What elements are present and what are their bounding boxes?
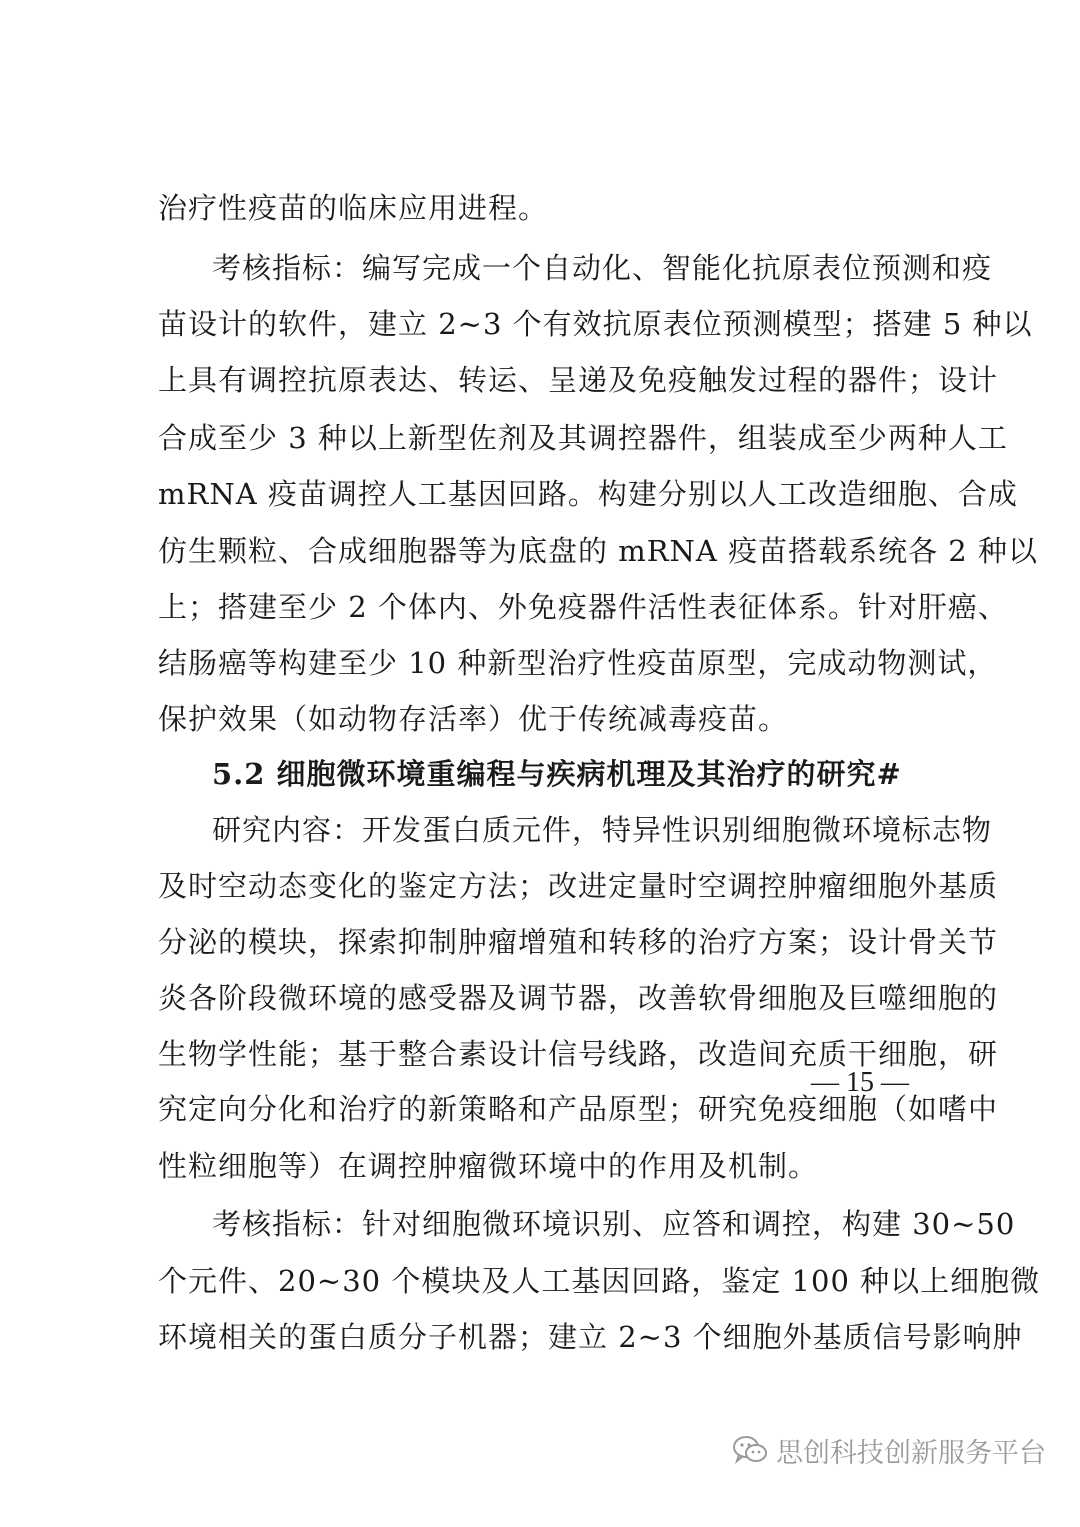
text-line: 考核指标：编写完成一个自动化、智能化抗原表位预测和疫 — [212, 251, 993, 285]
text-line: 性粒细胞等）在调控肿瘤微环境中的作用及机制。 — [158, 1149, 819, 1183]
wechat-icon — [732, 1435, 768, 1465]
text-line: 结肠癌等构建至少 10 种新型治疗性疫苗原型，完成动物测试， — [158, 646, 998, 680]
watermark-text: 思创科技创新服务平台 — [776, 1437, 1046, 1469]
text-line: 环境相关的蛋白质分子机器；建立 2~3 个细胞外基质信号影响肿 — [158, 1320, 1023, 1354]
page-number: — 15 — — [811, 1067, 909, 1098]
text-line: 上；搭建至少 2 个体内、外免疫器件活性表征体系。针对肝癌、 — [158, 590, 1008, 624]
watermark — [732, 1428, 1046, 1472]
text-line: 上具有调控抗原表达、转运、呈递及免疫触发过程的器件；设计 — [158, 363, 999, 397]
text-line: 考核指标：针对细胞微环境识别、应答和调控，构建 30~50 — [212, 1207, 1016, 1241]
text-line: 研究内容：开发蛋白质元件，特异性识别细胞微环境标志物 — [212, 813, 993, 847]
text-line: 治疗性疫苗的临床应用进程。 — [158, 191, 549, 225]
text-line: mRNA 疫苗调控人工基因回路。构建分别以人工改造细胞、合成 — [158, 477, 1018, 511]
text-line: 生物学性能；基于整合素设计信号线路，改造间充质干细胞，研 — [158, 1037, 999, 1071]
text-line: 保护效果（如动物存活率）优于传统减毒疫苗。 — [158, 702, 789, 736]
text-line: 究定向分化和治疗的新策略和产品原型；研究免疫细胞（如嗜中 — [158, 1092, 999, 1126]
text-line: 个元件、20~30 个模块及人工基因回路，鉴定 100 种以上细胞微 — [158, 1264, 1041, 1298]
text-line: 及时空动态变化的鉴定方法；改进定量时空调控肿瘤细胞外基质 — [158, 869, 999, 903]
section-heading: 5.2 细胞微环境重编程与疾病机理及其治疗的研究# — [212, 757, 902, 791]
text-line: 分泌的模块，探索抑制肿瘤增殖和转移的治疗方案；设计骨关节 — [158, 925, 999, 959]
text-line: 合成至少 3 种以上新型佐剂及其调控器件，组装成至少两种人工 — [158, 421, 1008, 455]
text-line: 炎各阶段微环境的感受器及调节器，改善软骨细胞及巨噬细胞的 — [158, 981, 999, 1015]
text-line: 仿生颗粒、合成细胞器等为底盘的 mRNA 疫苗搭载系统各 2 种以 — [158, 534, 1038, 568]
text-line: 苗设计的软件，建立 2~3 个有效抗原表位预测模型；搭建 5 种以 — [158, 307, 1033, 341]
